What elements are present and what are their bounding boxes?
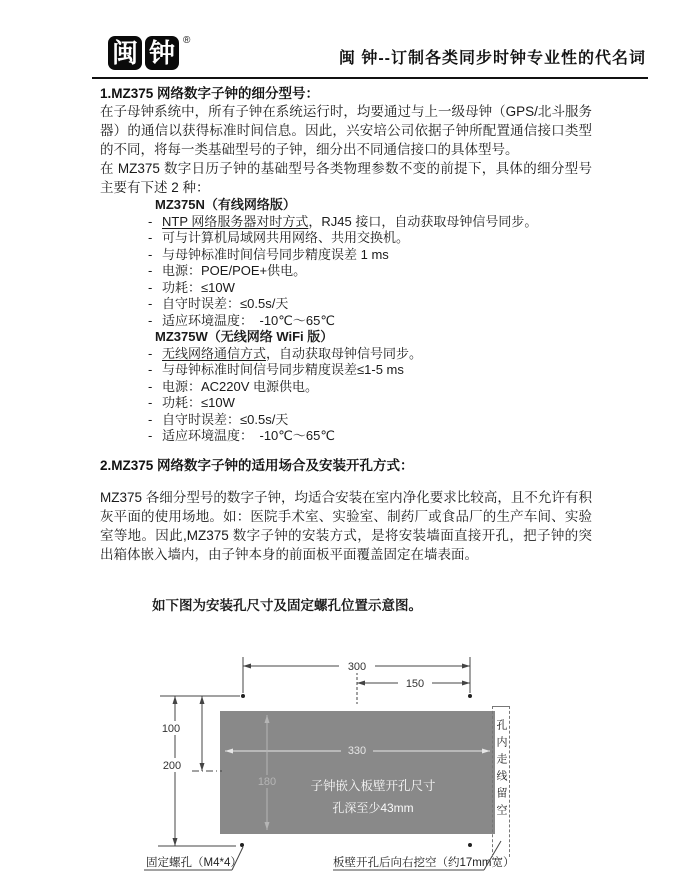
diagram-canvas [0, 644, 675, 889]
spec-item [100, 214, 592, 231]
spec-item [100, 280, 592, 297]
dim-330-label: 330 [347, 744, 367, 757]
dash-bullet: - [148, 395, 153, 410]
dash-bullet: - [148, 378, 153, 394]
section1-paragraph-2: 在 MZ375 数字日历子钟的基础型号各类物理参数不变的前提下，具体的细分型号主要有下述 2 种： [100, 161, 592, 195]
cable-channel-label: 孔内走线留空 [492, 706, 510, 857]
screw-hole-dot [468, 694, 472, 698]
spec-underlined: 无线网络通信方式 [162, 345, 267, 361]
spec-item [100, 395, 592, 412]
spec-item [100, 313, 592, 330]
spec-text: ，RJ45 接口，自动获取母钟信号同步。 [308, 213, 538, 229]
dim-100-label: 100 [161, 722, 181, 735]
cutout-label: 板壁开孔后向右挖空（约17mm宽） [333, 856, 515, 869]
wall-hole-rect [220, 711, 495, 834]
figure-caption: 如下图为安装孔尺寸及固定螺孔位置示意图。 [152, 597, 422, 613]
spec-text: 适应环境温度： -10℃～65℃ [162, 428, 335, 443]
spec-underlined: NTP 网络服务器对时方式 [162, 213, 309, 229]
logo-seal-icon: 钟 [145, 36, 179, 70]
spec-text: 适应环境温度： -10℃～65℃ [162, 312, 335, 328]
spec-item [100, 230, 592, 247]
logo-seal-icon: 闽 [108, 36, 142, 70]
dash-bullet: - [148, 345, 153, 361]
hole-size-text: 子钟嵌入板壁开孔尺寸 [310, 778, 436, 793]
dash-bullet: - [148, 312, 153, 328]
dash-bullet: - [148, 246, 153, 262]
dim-150-label: 150 [405, 677, 425, 690]
spec-text: 功耗：≤10W [162, 279, 235, 295]
model-w-title: MZ375W（无线网络 WiFi 版） [155, 329, 334, 344]
spec-text: 电源：POE/POE+供电。 [162, 263, 307, 278]
document-body [100, 85, 592, 614]
spec-text: 与母钟标准时间信号同步精度误差≤1-5 ms [162, 362, 404, 377]
registered-trademark-icon: ® [183, 35, 191, 46]
model-w-block [100, 329, 592, 445]
spec-text: 与母钟标准时间信号同步精度误差 1 ms [162, 246, 389, 262]
screw-hole-dot [241, 694, 245, 698]
dim-180-label: 180 [257, 775, 277, 788]
dash-bullet: - [148, 213, 153, 229]
dim-200-label: 200 [162, 759, 182, 772]
dim-300-label: 300 [347, 660, 367, 673]
brand-logo [108, 36, 190, 70]
spec-item [100, 362, 592, 379]
spec-text: 自守时误差：≤0.5s/天 [162, 411, 289, 427]
dash-bullet: - [148, 362, 153, 377]
spec-item [100, 263, 592, 280]
model-n-block [100, 197, 592, 329]
dash-bullet: - [148, 411, 153, 427]
header-slogan: 闽 钟--订制各类同步时钟专业性的代名词 [338, 50, 646, 67]
dash-bullet: - [148, 296, 153, 311]
spec-item [100, 428, 592, 445]
screw-hole-label: 固定螺孔（M4*4） [146, 856, 242, 869]
spec-item [100, 296, 592, 313]
spec-text: 可与计算机局域网共用网络、共用交换机。 [162, 230, 410, 245]
spec-item [100, 379, 592, 396]
section2-paragraph: MZ375 各细分型号的数字子钟，均适合安装在室内净化要求比较高，且不允许有积灰平面的使用场地。如：医院手术室、实验室、制药厂或食品厂的生产车间、实验室等地。因此,MZ375 数字子钟的安装方式，是将安装墙面直接开孔，把子钟的突出箱体嵌入墙内，由子钟本身的前面板平面覆盖固定在墙表面。 [100, 489, 592, 562]
model-n-title: MZ375N（有线网络版） [155, 197, 296, 212]
spec-text: 功耗：≤10W [162, 395, 235, 410]
screw-hole-dot [240, 843, 244, 847]
spec-text: 自守时误差：≤0.5s/天 [162, 296, 289, 311]
header [92, 0, 648, 79]
dash-bullet: - [148, 428, 153, 443]
screw-hole-dot [468, 843, 472, 847]
spec-item [100, 412, 592, 429]
dash-bullet: - [148, 263, 153, 278]
spec-item [100, 247, 592, 264]
hole-depth-text: 孔深至少43mm [332, 800, 414, 815]
section1-paragraph-1: 在子母钟系统中，所有子钟在系统运行时，均要通过与上一级母钟（GPS/北斗服务器）的通信以获得标准时间信息。因此，兴安培公司依据子钟所配置通信接口类型的不同，将每一类基础型号的子钟，细分出不同通信接口的具体型号。 [100, 104, 592, 157]
dash-bullet: - [148, 230, 153, 245]
section1-heading: 1.MZ375 网络数字子钟的细分型号： [100, 86, 320, 101]
spec-text: ，自动获取母钟信号同步。 [266, 345, 423, 361]
spec-text: 电源：AC220V 电源供电。 [162, 378, 319, 394]
dash-bullet: - [148, 279, 153, 295]
install-hole-diagram [0, 644, 675, 889]
section2-heading: 2.MZ375 网络数字子钟的适用场合及安装开孔方式： [100, 457, 414, 473]
spec-item [100, 346, 592, 363]
